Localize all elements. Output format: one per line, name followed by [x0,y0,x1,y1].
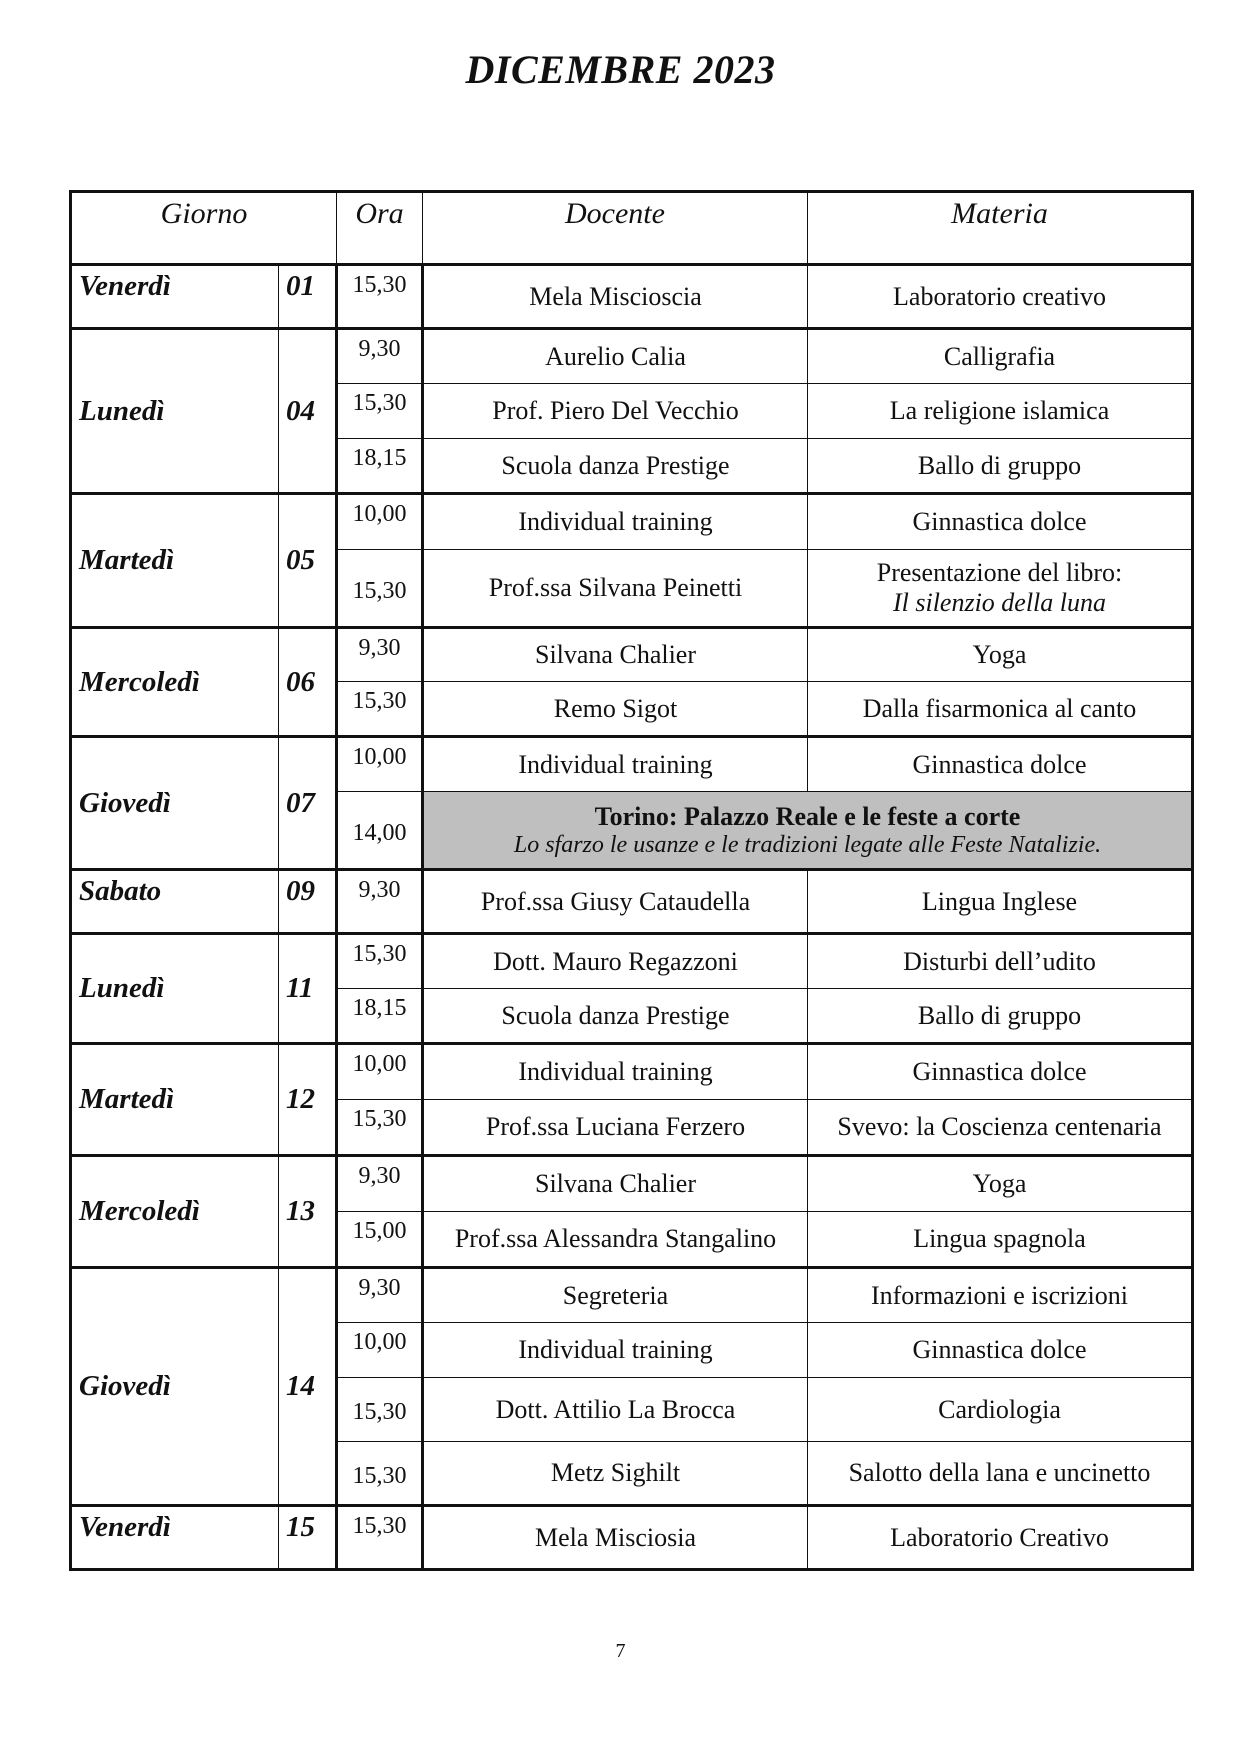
time-cell: 10,00 [337,737,423,792]
subject-cell: Calligrafia [808,329,1193,384]
page-number: 7 [615,1640,626,1662]
time-cell: 15,00 [337,1212,423,1268]
teacher-cell: Dott. Attilio La Brocca [423,1378,808,1442]
day-number: 11 [279,934,337,1044]
subject-cell [808,550,1193,628]
day-name: Martedì [71,1044,279,1156]
day-name: Martedì [71,494,279,628]
table-row [71,934,1193,989]
page-title: DICEMBRE 2023 [465,47,776,92]
subject-cell: Ginnastica dolce [808,737,1193,792]
table-row [71,628,1193,682]
teacher-cell: Individual training [423,1323,808,1378]
time-cell: 15,30 [337,1100,423,1156]
subject-cell: Ginnastica dolce [808,494,1193,550]
event-cell [423,792,1193,870]
teacher-cell: Segreteria [423,1268,808,1323]
header-docente: Docente [423,192,808,265]
time-cell: 15,30 [337,682,423,737]
teacher-cell: Individual training [423,494,808,550]
subject-cell: Laboratorio creativo [808,265,1193,329]
day-name: Lunedì [71,329,279,494]
teacher-cell: Mela Miscioscia [423,265,808,329]
time-cell: 18,15 [337,989,423,1044]
day-name: Mercoledì [71,628,279,737]
time-cell: 15,30 [337,934,423,989]
day-name: Venerdì [71,265,279,329]
subject-cell: Laboratorio Creativo [808,1506,1193,1570]
table-row [71,1268,1193,1323]
time-cell: 18,15 [337,439,423,494]
teacher-cell: Prof.ssa Giusy Cataudella [423,870,808,934]
table-row [71,1506,1193,1570]
table-row [71,494,1193,550]
subject-cell: Yoga [808,1156,1193,1212]
teacher-cell: Mela Misciosia [423,1506,808,1570]
teacher-cell: Dott. Mauro Regazzoni [423,934,808,989]
header-materia: Materia [808,192,1193,265]
day-number: 13 [279,1156,337,1268]
day-number: 09 [279,870,337,934]
time-cell: 10,00 [337,1323,423,1378]
teacher-cell: Metz Sighilt [423,1442,808,1506]
table-row [71,1156,1193,1212]
subject-cell: Ballo di gruppo [808,439,1193,494]
time-cell: 14,00 [337,792,423,870]
day-name: Mercoledì [71,1156,279,1268]
teacher-cell: Aurelio Calia [423,329,808,384]
subject-cell: Ginnastica dolce [808,1044,1193,1100]
subject-cell: Ginnastica dolce [808,1323,1193,1378]
subject-cell: Lingua spagnola [808,1212,1193,1268]
day-number: 07 [279,737,337,870]
day-name: Venerdì [71,1506,279,1570]
header-giorno: Giorno [71,192,337,265]
day-number: 05 [279,494,337,628]
teacher-cell: Scuola danza Prestige [423,439,808,494]
time-cell: 9,30 [337,628,423,682]
teacher-cell: Silvana Chalier [423,1156,808,1212]
table-row [71,737,1193,792]
day-number: 01 [279,265,337,329]
subject-cell: Svevo: la Coscienza centenaria [808,1100,1193,1156]
time-cell: 15,30 [337,1506,423,1570]
time-cell: 15,30 [337,550,423,628]
subject-cell: Disturbi dell’udito [808,934,1193,989]
time-cell: 15,30 [337,1378,423,1442]
teacher-cell: Remo Sigot [423,682,808,737]
day-name: Giovedì [71,737,279,870]
event-title: Torino: Palazzo Reale e le feste a corte [594,801,1021,831]
table-row [71,329,1193,384]
subject-cell: Ballo di gruppo [808,989,1193,1044]
subject-cell: Lingua Inglese [808,870,1193,934]
subject-cell: Dalla fisarmonica al canto [808,682,1193,737]
day-name: Giovedì [71,1268,279,1506]
day-number: 04 [279,329,337,494]
teacher-cell: Prof.ssa Silvana Peinetti [423,550,808,628]
time-cell: 9,30 [337,1156,423,1212]
teacher-cell: Individual training [423,737,808,792]
time-cell: 10,00 [337,494,423,550]
teacher-cell: Prof.ssa Luciana Ferzero [423,1100,808,1156]
time-cell: 10,00 [337,1044,423,1100]
teacher-cell: Silvana Chalier [423,628,808,682]
time-cell: 15,30 [337,1442,423,1506]
teacher-cell: Prof. Piero Del Vecchio [423,384,808,439]
subject-cell: Salotto della lana e uncinetto [808,1442,1193,1506]
time-cell: 9,30 [337,1268,423,1323]
book-title: Il silenzio della luna [892,588,1107,617]
time-cell: 9,30 [337,329,423,384]
day-number: 14 [279,1268,337,1506]
table-row [71,265,1193,329]
day-number: 12 [279,1044,337,1156]
subject-line: Presentazione del libro: [876,558,1123,587]
time-cell: 15,30 [337,265,423,329]
teacher-cell: Scuola danza Prestige [423,989,808,1044]
day-name: Lunedì [71,934,279,1044]
day-name: Sabato [71,870,279,934]
subject-cell: La religione islamica [808,384,1193,439]
day-number: 06 [279,628,337,737]
teacher-cell: Individual training [423,1044,808,1100]
teacher-cell: Prof.ssa Alessandra Stangalino [423,1212,808,1268]
table-row [71,870,1193,934]
subject-cell: Informazioni e iscrizioni [808,1268,1193,1323]
event-subtitle: Lo sfarzo le usanze e le tradizioni legate alle Feste Natalizie. [513,831,1102,858]
time-cell: 9,30 [337,870,423,934]
schedule-table [69,190,1194,1571]
header-row [71,192,1193,265]
table-row [71,1044,1193,1100]
subject-cell: Yoga [808,628,1193,682]
time-cell: 15,30 [337,384,423,439]
subject-cell: Cardiologia [808,1378,1193,1442]
day-number: 15 [279,1506,337,1570]
header-ora: Ora [337,192,423,265]
